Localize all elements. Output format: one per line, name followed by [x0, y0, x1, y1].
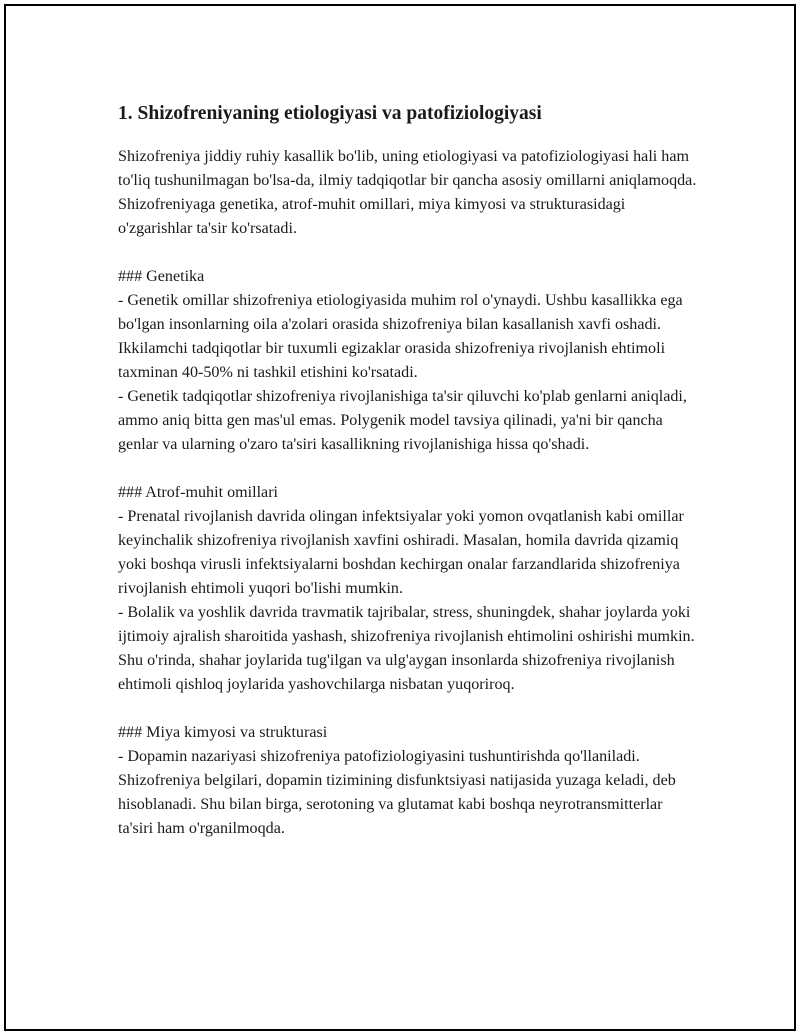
intro-paragraph: Shizofreniya jiddiy ruhiy kasallik bo'lib, uning etiologiyasi va patofiziologiyasi hali ham to'liq tushunilmagan bo'lsa-da, ilmiy tadqiqotlar bir qancha asosiy omillarni aniqlamoqda. Shizofreniyaga genetika, atrof-muhit omillari, miya kimyosi va strukturasidagi o'zgarishlar ta'sir ko'rsatadi. [118, 148, 697, 237]
bullet-item: - Dopamin nazariyasi shizofreniya patofiziologiyasini tushuntirishda qo'llaniladi. Shizofreniya belgilari, dopamin tizimining disfunktsiyasi natijasida yuzaga keladi, deb hisoblanadi. Shu bilan birga, serotoning va glutamat kabi boshqa neyrotransmitterlar ta'siri ham o'rganilmoqda. [118, 748, 676, 837]
section-heading: ### Atrof-muhit omillari [118, 484, 279, 501]
section-miya-kimyosi [118, 721, 698, 841]
bullet-item: - Genetik omillar shizofreniya etiologiyasida muhim rol o'ynaydi. Ushbu kasallikka ega bo'lgan insonlarning oila a'zolari orasida shizofreniya bilan kasallanish xavfi oshadi. Ikkilamchi tadqiqotlar bir tuxumli egizaklar orasida shizofreniya rivojlanish ehtimoli taxminan 40-50% ni tashkil etishini ko'rsatadi. [118, 292, 683, 381]
section-heading: ### Miya kimyosi va strukturasi [118, 724, 328, 741]
bullet-item: - Bolalik va yoshlik davrida travmatik tajribalar, stress, shuningdek, shahar joylarda yoki ijtimoiy ajralish sharoitida yashash, shizofreniya rivojlanish ehtimolini oshirishi mumkin. Shu o'rinda, shahar joylarida tug'ilgan va ulg'aygan insonlarda shizofreniya rivojlanish ehtimoli qishloq joylarida yashovchilarga nisbatan yuqoriroq. [118, 604, 695, 693]
document-content [118, 86, 698, 841]
section-heading: ### Genetika [118, 268, 205, 285]
document-title: 1. Shizofreniyaning etiologiyasi va patofiziologiyasi [118, 103, 542, 124]
bullet-item: - Genetik tadqiqotlar shizofreniya rivojlanishiga ta'sir qiluvchi ko'plab genlarni aniqladi, ammo aniq bitta gen mas'ul emas. Polygenik model tavsiya qilinadi, ya'ni bir qancha genlar va ularning o'zaro ta'siri kasallikning rivojlanishiga hissa qo'shadi. [118, 388, 687, 453]
bullet-item: - Prenatal rivojlanish davrida olingan infektsiyalar yoki yomon ovqatlanish kabi omillar keyinchalik shizofreniya rivojlanish xavfini oshiradi. Masalan, homila davrida qizamiq yoki boshqa virusli infektsiyalarni boshdan kechirgan onalar farzandlarida shizofreniya rivojlanish ehtimoli yuqori bo'lishi mumkin. [118, 508, 684, 597]
section-atrof-muhit [118, 481, 698, 697]
section-genetika [118, 265, 698, 457]
document-page [4, 4, 796, 1031]
